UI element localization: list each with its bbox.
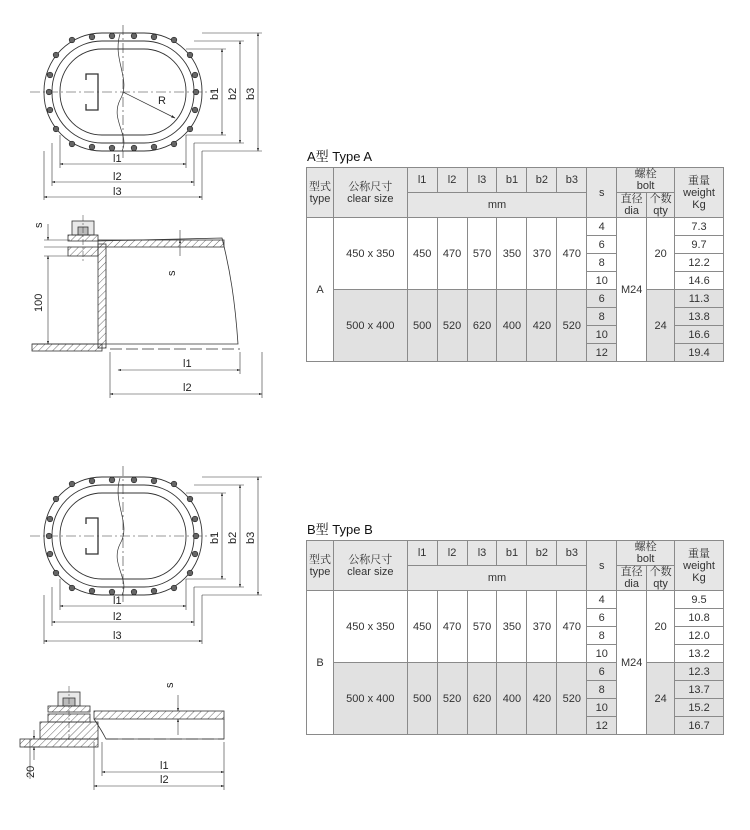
type-b-section-dim-height: 20 bbox=[25, 765, 37, 778]
bolt-header: 螺栓 bolt bbox=[617, 168, 675, 193]
type-a-spec-table bbox=[306, 167, 724, 362]
col-header: l2 bbox=[437, 168, 467, 193]
type-b-title: B型 Type B bbox=[307, 522, 373, 537]
s-cell: 10 bbox=[587, 699, 617, 717]
qty-cell: 24 bbox=[647, 290, 675, 362]
table-row bbox=[307, 218, 724, 236]
size-col-header: 公称尺寸 clear size bbox=[333, 541, 407, 591]
s-cell: 10 bbox=[587, 645, 617, 663]
type-code-cell: A bbox=[307, 218, 334, 362]
weight-cell: 15.2 bbox=[675, 699, 724, 717]
type-a-section-dim-height: 100 bbox=[33, 293, 45, 312]
b1-cell: 350 bbox=[497, 591, 527, 663]
qty-header: 个数 qty bbox=[647, 566, 675, 591]
s-cell: 12 bbox=[587, 344, 617, 362]
type-a-title: A型 Type A bbox=[307, 149, 373, 164]
l3-cell: 620 bbox=[467, 290, 497, 362]
col-header: b3 bbox=[557, 168, 587, 193]
col-header: b2 bbox=[527, 168, 557, 193]
type-a-section-dim-s-left: s bbox=[33, 222, 45, 228]
l2-cell: 470 bbox=[437, 591, 467, 663]
b2-cell: 370 bbox=[527, 218, 557, 290]
type-a-dim-b1: b1 bbox=[209, 87, 221, 100]
weight-cell: 13.7 bbox=[675, 681, 724, 699]
type-a-dim-l3: l3 bbox=[113, 186, 122, 198]
unit-header: mm bbox=[407, 566, 587, 591]
table-row bbox=[307, 663, 724, 681]
b2-cell: 420 bbox=[527, 663, 557, 735]
l1-cell: 450 bbox=[407, 218, 437, 290]
s-cell: 4 bbox=[587, 591, 617, 609]
col-header: l3 bbox=[467, 168, 497, 193]
s-cell: 6 bbox=[587, 236, 617, 254]
l3-cell: 570 bbox=[467, 591, 497, 663]
type-col-header: 型式 type bbox=[307, 541, 334, 591]
bolt-header: 螺栓 bolt bbox=[617, 541, 675, 566]
weight-cell: 10.8 bbox=[675, 609, 724, 627]
type-col-header: 型式 type bbox=[307, 168, 334, 218]
b2-cell: 420 bbox=[527, 290, 557, 362]
size-col-header: 公称尺寸 clear size bbox=[333, 168, 407, 218]
table-row bbox=[307, 290, 724, 308]
weight-cell: 12.2 bbox=[675, 254, 724, 272]
weight-cell: 12.0 bbox=[675, 627, 724, 645]
s-cell: 6 bbox=[587, 663, 617, 681]
type-a-section-view bbox=[32, 215, 240, 351]
l2-cell: 470 bbox=[437, 218, 467, 290]
weight-cell: 7.3 bbox=[675, 218, 724, 236]
s-cell: 10 bbox=[587, 326, 617, 344]
table-row bbox=[307, 591, 724, 609]
qty-header: 个数 qty bbox=[647, 193, 675, 218]
type-a-dim-l1: l1 bbox=[113, 153, 122, 165]
col-header: s bbox=[587, 168, 617, 218]
l2-cell: 520 bbox=[437, 290, 467, 362]
s-cell: 8 bbox=[587, 254, 617, 272]
type-b-spec-table bbox=[306, 540, 724, 735]
dia-header: 直径 dia bbox=[617, 193, 647, 218]
b3-cell: 520 bbox=[557, 663, 587, 735]
type-b-dim-b2: b2 bbox=[227, 531, 239, 544]
type-a-section-dim-l2: l2 bbox=[183, 382, 192, 394]
type-b-dim-b1: b1 bbox=[209, 531, 221, 544]
weight-header: 重量 weight Kg bbox=[675, 168, 724, 218]
type-a-top-view bbox=[30, 25, 215, 158]
weight-cell: 11.3 bbox=[675, 290, 724, 308]
s-cell: 8 bbox=[587, 308, 617, 326]
col-header: l1 bbox=[407, 541, 437, 566]
type-b-section-view bbox=[20, 686, 224, 747]
s-cell: 12 bbox=[587, 717, 617, 735]
s-cell: 4 bbox=[587, 218, 617, 236]
weight-cell: 12.3 bbox=[675, 663, 724, 681]
unit-header: mm bbox=[407, 193, 587, 218]
qty-cell: 20 bbox=[647, 218, 675, 290]
type-b-section-dim-l1: l1 bbox=[160, 760, 169, 772]
b2-cell: 370 bbox=[527, 591, 557, 663]
s-cell: 10 bbox=[587, 272, 617, 290]
l2-cell: 520 bbox=[437, 663, 467, 735]
col-header: b1 bbox=[497, 168, 527, 193]
l3-cell: 570 bbox=[467, 218, 497, 290]
size-cell: 500 x 400 bbox=[333, 663, 407, 735]
l1-cell: 500 bbox=[407, 290, 437, 362]
b3-cell: 520 bbox=[557, 290, 587, 362]
type-a-section-dim-s-right: s bbox=[166, 270, 178, 276]
type-b-dim-l1: l1 bbox=[113, 595, 122, 607]
type-b-top-view bbox=[30, 466, 215, 604]
bolt-dia-cell: M24 bbox=[617, 218, 647, 362]
l1-cell: 500 bbox=[407, 663, 437, 735]
qty-cell: 20 bbox=[647, 591, 675, 663]
s-cell: 8 bbox=[587, 627, 617, 645]
l3-cell: 620 bbox=[467, 663, 497, 735]
s-cell: 6 bbox=[587, 609, 617, 627]
weight-cell: 9.7 bbox=[675, 236, 724, 254]
col-header: b2 bbox=[527, 541, 557, 566]
b3-cell: 470 bbox=[557, 218, 587, 290]
weight-cell: 9.5 bbox=[675, 591, 724, 609]
type-a-dim-r: R bbox=[158, 95, 166, 107]
bolt-dia-cell: M24 bbox=[617, 591, 647, 735]
size-cell: 500 x 400 bbox=[333, 290, 407, 362]
type-a-dimensions bbox=[44, 33, 262, 200]
type-b-section-dim-l2: l2 bbox=[160, 774, 169, 786]
b1-cell: 400 bbox=[497, 290, 527, 362]
b3-cell: 470 bbox=[557, 591, 587, 663]
col-header: l1 bbox=[407, 168, 437, 193]
dia-header: 直径 dia bbox=[617, 566, 647, 591]
type-b-dimensions bbox=[44, 477, 262, 644]
weight-header: 重量 weight Kg bbox=[675, 541, 724, 591]
col-header: l2 bbox=[437, 541, 467, 566]
weight-cell: 16.7 bbox=[675, 717, 724, 735]
b1-cell: 400 bbox=[497, 663, 527, 735]
s-cell: 6 bbox=[587, 290, 617, 308]
col-header: l3 bbox=[467, 541, 497, 566]
col-header: b3 bbox=[557, 541, 587, 566]
type-a-section-dim-l1: l1 bbox=[183, 358, 192, 370]
type-b-dim-b3: b3 bbox=[245, 531, 257, 544]
weight-cell: 19.4 bbox=[675, 344, 724, 362]
type-a-dim-l2: l2 bbox=[113, 171, 122, 183]
type-b-dim-l2: l2 bbox=[113, 611, 122, 623]
type-b-dim-l3: l3 bbox=[113, 630, 122, 642]
s-cell: 8 bbox=[587, 681, 617, 699]
b1-cell: 350 bbox=[497, 218, 527, 290]
weight-cell: 13.8 bbox=[675, 308, 724, 326]
size-cell: 450 x 350 bbox=[333, 218, 407, 290]
col-header: s bbox=[587, 541, 617, 591]
type-b-section-dim-s: s bbox=[164, 682, 176, 688]
col-header: b1 bbox=[497, 541, 527, 566]
weight-cell: 14.6 bbox=[675, 272, 724, 290]
qty-cell: 24 bbox=[647, 663, 675, 735]
size-cell: 450 x 350 bbox=[333, 591, 407, 663]
weight-cell: 13.2 bbox=[675, 645, 724, 663]
type-a-dim-b2: b2 bbox=[227, 87, 239, 100]
weight-cell: 16.6 bbox=[675, 326, 724, 344]
l1-cell: 450 bbox=[407, 591, 437, 663]
type-a-dim-b3: b3 bbox=[245, 87, 257, 100]
type-code-cell: B bbox=[307, 591, 334, 735]
